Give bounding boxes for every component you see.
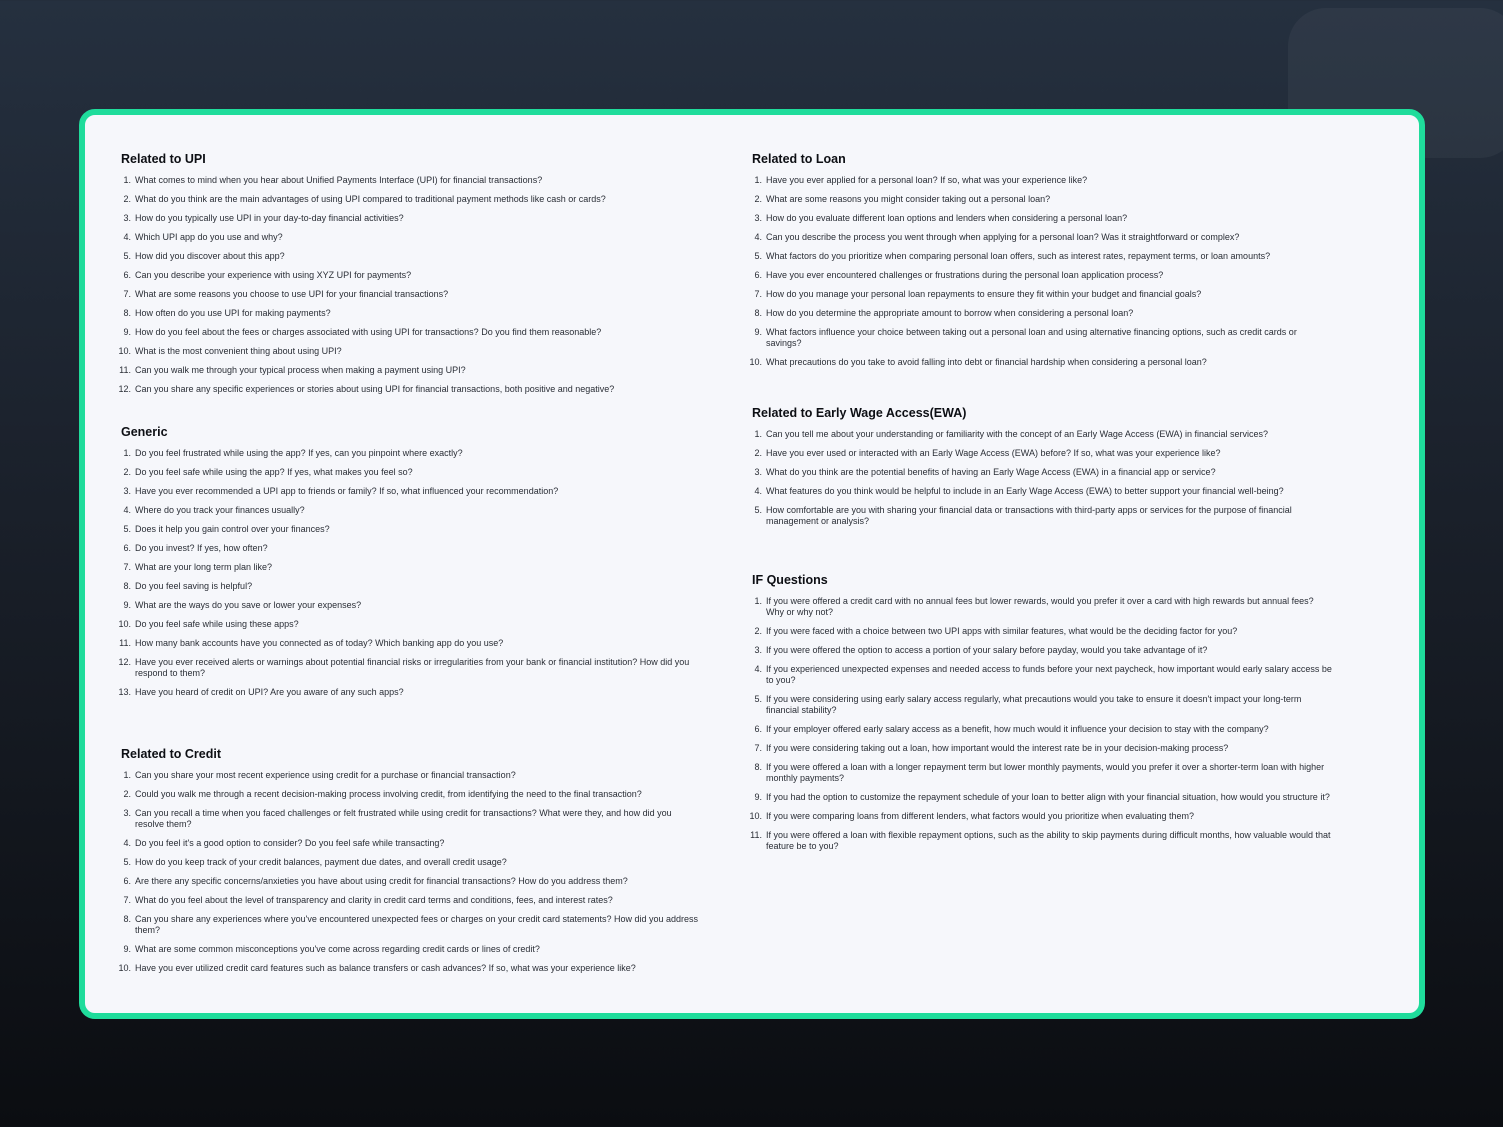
question-number: 3.: [123, 808, 131, 818]
question-item: [121, 251, 701, 262]
question-number: 3.: [754, 213, 762, 223]
question-item: [121, 213, 701, 224]
question-text: What do you feel about the level of transparency and clarity in credit card terms and conditions, fees, and interest rates?: [135, 895, 613, 905]
question-item: [121, 327, 701, 338]
question-number: 4.: [123, 505, 131, 515]
question-number: 3.: [123, 213, 131, 223]
question-text: How often do you use UPI for making payments?: [135, 308, 331, 318]
question-number: 7.: [123, 895, 131, 905]
question-number: 5.: [754, 505, 762, 515]
question-item: [121, 289, 701, 300]
question-item: [121, 789, 701, 800]
question-number: 9.: [754, 327, 762, 337]
question-text: What do you think are the potential benefits of having an Early Wage Access (EWA) in a financial app or service?: [766, 467, 1216, 477]
question-text: Do you feel frustrated while using the app? If yes, can you pinpoint where exactly?: [135, 448, 463, 458]
question-text: How do you determine the appropriate amount to borrow when considering a personal loan?: [766, 308, 1134, 318]
question-number: 12.: [118, 384, 131, 394]
section-title: Related to Early Wage Access(EWA): [752, 406, 967, 420]
question-list: [118, 175, 701, 395]
question-text: If you were offered a credit card with no annual fees but lower rewards, would you prefer it over a card with high rewards but annual fees? Why or why not?: [766, 596, 1314, 617]
question-text: What factors do you prioritize when comparing personal loan offers, such as interest rates, repayment terms, or loan amounts?: [766, 251, 1271, 261]
question-item: [752, 429, 1334, 440]
question-item: [121, 857, 701, 868]
question-text: Can you walk me through your typical process when making a payment using UPI?: [135, 365, 466, 375]
question-text: If you were faced with a choice between two UPI apps with similar features, what would be the deciding factor for you?: [766, 626, 1238, 636]
question-number: 11.: [119, 365, 131, 375]
question-item: [752, 448, 1334, 459]
question-text: What features do you think would be helpful to include in an Early Wage Access (EWA) to better support your financial well-being?: [766, 486, 1284, 496]
question-item: [118, 346, 701, 357]
question-text: How do you feel about the fees or charges associated with using UPI for transactions? Do you find them reasonable?: [135, 327, 602, 337]
question-text: How comfortable are you with sharing your financial data or transactions with third-party apps or services for the purpose of financial management or analysis?: [766, 505, 1292, 526]
question-item: [752, 194, 1334, 205]
question-number: 4.: [123, 232, 131, 242]
question-number: 10.: [749, 811, 762, 821]
question-number: 7.: [123, 562, 131, 572]
question-number: 8.: [123, 308, 131, 318]
question-number: 5.: [123, 857, 131, 867]
question-number: 4.: [754, 664, 762, 674]
question-number: 4.: [123, 838, 131, 848]
question-number: 3.: [754, 645, 762, 655]
question-item: [121, 808, 701, 830]
question-text: Does it help you gain control over your finances?: [135, 524, 330, 534]
question-text: Do you feel it's a good option to consider? Do you feel safe while transacting?: [135, 838, 445, 848]
question-text: Have you heard of credit on UPI? Are you aware of any such apps?: [135, 687, 404, 697]
question-text: Where do you track your finances usually?: [135, 505, 305, 515]
question-text: How did you discover about this app?: [135, 251, 285, 261]
question-text: Do you feel safe while using the app? If yes, what makes you feel so?: [135, 467, 413, 477]
question-item: [752, 327, 1334, 349]
question-text: Have you ever recommended a UPI app to friends or family? If so, what influenced your recommendation?: [135, 486, 559, 496]
question-number: 13.: [118, 687, 131, 697]
question-text: How many bank accounts have you connected as of today? Which banking app do you use?: [135, 638, 504, 648]
question-number: 12.: [118, 657, 131, 667]
question-number: 11.: [119, 638, 131, 648]
question-item: [118, 687, 701, 698]
question-number: 2.: [123, 467, 131, 477]
question-item: [121, 638, 701, 649]
question-item: [752, 308, 1334, 319]
question-list: [118, 770, 701, 974]
question-item: [121, 308, 701, 319]
question-text: Have you ever used or interacted with an Early Wage Access (EWA) before? If so, what was your experience like?: [766, 448, 1221, 458]
question-text: How do you keep track of your credit balances, payment due dates, and overall credit usage?: [135, 857, 507, 867]
question-number: 1.: [123, 175, 131, 185]
question-number: 10.: [749, 357, 762, 367]
question-text: If you were offered a loan with flexible repayment options, such as the ability to skip payments during difficult months, how valuable would that feature be to you?: [766, 830, 1331, 851]
question-text: If your employer offered early salary access as a benefit, how much would it influence your decision to stay with the company?: [766, 724, 1269, 734]
question-item: [121, 838, 701, 849]
question-number: 7.: [754, 743, 762, 753]
section-title: Generic: [121, 425, 168, 439]
question-number: 8.: [754, 308, 762, 318]
question-item: [121, 895, 701, 906]
question-text: Can you share any experiences where you've encountered unexpected fees or charges on your credit card statements? How did you address them?: [135, 914, 699, 935]
question-item: [752, 175, 1334, 186]
question-item: [752, 626, 1334, 637]
section-title: IF Questions: [752, 573, 828, 587]
question-item: [752, 289, 1334, 300]
question-number: 2.: [754, 194, 762, 204]
question-text: Have you ever encountered challenges or frustrations during the personal loan application process?: [766, 270, 1164, 280]
question-number: 7.: [123, 289, 131, 299]
question-text: Can you recall a time when you faced challenges or felt frustrated while using credit for transactions? What were they, and how did you resolve them?: [135, 808, 672, 829]
question-text: What precautions do you take to avoid falling into debt or financial hardship when considering a personal loan?: [766, 357, 1207, 367]
question-text: What are the ways do you save or lower your expenses?: [135, 600, 362, 610]
question-text: Do you feel saving is helpful?: [135, 581, 253, 591]
question-item: [752, 232, 1334, 243]
question-text: How do you manage your personal loan repayments to ensure they fit within your budget and financial goals?: [766, 289, 1202, 299]
question-list: [749, 175, 1334, 368]
question-item: [118, 963, 701, 974]
question-text: If you were comparing loans from different lenders, what factors would you prioritize when evaluating them?: [766, 811, 1195, 821]
question-list: [752, 429, 1334, 527]
question-text: Can you share any specific experiences or stories about using UPI for financial transactions, both positive and negative?: [135, 384, 615, 394]
section-title: Related to UPI: [121, 152, 206, 166]
question-number: 3.: [123, 486, 131, 496]
section-title: Related to Loan: [752, 152, 846, 166]
question-text: Can you tell me about your understanding or familiarity with the concept of an Early Wage Access (EWA) in financial services?: [766, 429, 1269, 439]
question-number: 11.: [750, 830, 762, 840]
question-text: Can you share your most recent experience using credit for a purchase or financial transaction?: [135, 770, 516, 780]
question-item: [121, 524, 701, 535]
question-number: 7.: [754, 289, 762, 299]
question-number: 1.: [754, 596, 762, 606]
question-item: [121, 876, 701, 887]
question-item: [752, 792, 1334, 803]
question-item: [118, 657, 701, 679]
question-item: [118, 619, 701, 630]
question-item: [752, 251, 1334, 262]
question-number: 5.: [754, 251, 762, 261]
question-item: [121, 175, 701, 186]
question-item: [121, 914, 701, 936]
question-item: [752, 724, 1334, 735]
question-number: 2.: [123, 194, 131, 204]
question-item: [752, 596, 1334, 618]
question-number: 6.: [123, 543, 131, 553]
section-loan: [749, 151, 1334, 376]
question-item: [752, 645, 1334, 656]
question-text: What factors influence your choice between taking out a personal loan and using alternative financing options, such as credit cards or savings?: [766, 327, 1297, 348]
question-list: [118, 448, 701, 698]
question-list: [749, 596, 1334, 852]
question-item: [121, 232, 701, 243]
question-text: What are some reasons you choose to use UPI for your financial transactions?: [135, 289, 449, 299]
question-number: 3.: [754, 467, 762, 477]
question-item: [121, 270, 701, 281]
question-item: [121, 562, 701, 573]
question-text: What are some reasons you might consider taking out a personal loan?: [766, 194, 1051, 204]
question-number: 2.: [123, 789, 131, 799]
question-item: [121, 505, 701, 516]
question-text: What comes to mind when you hear about Unified Payments Interface (UPI) for financial transactions?: [135, 175, 543, 185]
question-number: 9.: [123, 327, 131, 337]
question-number: 10.: [118, 346, 131, 356]
question-item: [121, 448, 701, 459]
question-number: 1.: [754, 175, 762, 185]
question-item: [752, 505, 1334, 527]
question-number: 10.: [118, 619, 131, 629]
question-item: [752, 486, 1334, 497]
question-text: Have you ever received alerts or warnings about potential financial risks or irregularities from your bank or financial institution? How did you respond to them?: [135, 657, 690, 678]
question-item: [752, 270, 1334, 281]
question-item: [121, 543, 701, 554]
question-number: 5.: [754, 694, 762, 704]
question-text: If you experienced unexpected expenses and needed access to funds before your next paycheck, how important would early salary access be to you?: [766, 664, 1332, 685]
question-number: 4.: [754, 232, 762, 242]
question-item: [752, 664, 1334, 686]
question-text: What are your long term plan like?: [135, 562, 273, 572]
question-text: Do you feel safe while using these apps?: [135, 619, 299, 629]
question-text: What do you think are the main advantages of using UPI compared to traditional payment methods like cash or cards?: [135, 194, 606, 204]
section-generic: [118, 424, 701, 706]
question-item: [752, 213, 1334, 224]
question-number: 8.: [123, 914, 131, 924]
question-item: [121, 770, 701, 781]
section-title: Related to Credit: [121, 747, 222, 761]
question-text: If you were considering taking out a loan, how important would the interest rate be in your decision-making process?: [766, 743, 1229, 753]
question-item: [121, 944, 701, 955]
questionnaire-card: [79, 109, 1425, 1019]
question-number: 9.: [123, 944, 131, 954]
question-item: [752, 694, 1334, 716]
question-item: [121, 600, 701, 611]
section-upi: [118, 151, 701, 403]
question-item: [118, 384, 701, 395]
section-credit: [118, 746, 701, 982]
question-item: [752, 467, 1334, 478]
question-text: Do you invest? If yes, how often?: [135, 543, 268, 553]
question-text: What are some common misconceptions you've come across regarding credit cards or lines of credit?: [135, 944, 540, 954]
question-text: Which UPI app do you use and why?: [135, 232, 283, 242]
question-number: 2.: [754, 448, 762, 458]
question-number: 2.: [754, 626, 762, 636]
question-item: [752, 830, 1334, 852]
question-number: 6.: [754, 270, 762, 280]
question-item: [749, 811, 1334, 822]
question-number: 8.: [754, 762, 762, 772]
question-text: Are there any specific concerns/anxieties you have about using credit for financial transactions? How do you address them?: [135, 876, 628, 886]
question-item: [121, 194, 701, 205]
question-item: [752, 743, 1334, 754]
question-number: 6.: [123, 270, 131, 280]
question-text: Have you ever applied for a personal loan? If so, what was your experience like?: [766, 175, 1088, 185]
question-item: [121, 467, 701, 478]
question-text: If you had the option to customize the repayment schedule of your loan to better align with your financial situation, how would you structure it?: [766, 792, 1330, 802]
question-item: [752, 762, 1334, 784]
question-item: [121, 581, 701, 592]
question-number: 9.: [754, 792, 762, 802]
question-text: How do you evaluate different loan options and lenders when considering a personal loan?: [766, 213, 1128, 223]
question-number: 5.: [123, 524, 131, 534]
question-number: 6.: [754, 724, 762, 734]
section-ewa: [752, 405, 1334, 535]
question-text: If you were offered a loan with a longer repayment term but lower monthly payments, would you prefer it over a shorter-term loan with higher monthly payments?: [766, 762, 1325, 783]
question-number: 9.: [123, 600, 131, 610]
question-text: Could you walk me through a recent decision-making process involving credit, from identifying the need to the final transaction?: [135, 789, 642, 799]
question-text: If you were considering using early salary access regularly, what precautions would you take to ensure it doesn't impact your long-term financial stability?: [766, 694, 1302, 715]
question-text: Can you describe the process you went through when applying for a personal loan? Was it straightforward or complex?: [766, 232, 1240, 242]
question-item: [121, 486, 701, 497]
question-text: What is the most convenient thing about using UPI?: [135, 346, 342, 356]
question-number: 5.: [123, 251, 131, 261]
question-text: Can you describe your experience with using XYZ UPI for payments?: [135, 270, 412, 280]
question-number: 1.: [123, 448, 131, 458]
question-number: 10.: [118, 963, 131, 973]
question-number: 1.: [123, 770, 131, 780]
question-number: 6.: [123, 876, 131, 886]
question-text: How do you typically use UPI in your day-to-day financial activities?: [135, 213, 404, 223]
question-number: 8.: [123, 581, 131, 591]
question-text: Have you ever utilized credit card features such as balance transfers or cash advances? If so, what was your experience like?: [135, 963, 636, 973]
question-text: If you were offered the option to access a portion of your salary before payday, would you take advantage of it?: [766, 645, 1208, 655]
section-if-questions: [749, 572, 1334, 860]
question-number: 4.: [754, 486, 762, 496]
question-item: [749, 357, 1334, 368]
question-number: 1.: [754, 429, 762, 439]
question-item: [121, 365, 701, 376]
